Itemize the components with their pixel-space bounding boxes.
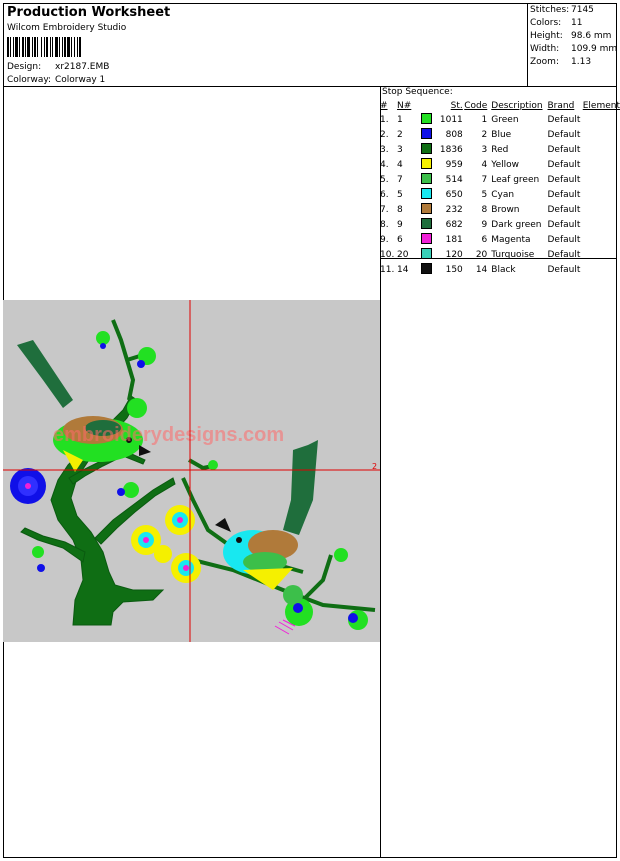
colorway-value: Colorway 1	[55, 75, 106, 85]
col-header-description: Description	[491, 101, 543, 111]
row-color-swatch	[421, 188, 433, 203]
row-needle: 14	[397, 265, 409, 275]
barcode-bar	[7, 37, 9, 57]
stats-divider	[527, 3, 528, 86]
stop-sequence-row	[380, 128, 620, 143]
row-element	[583, 248, 620, 263]
row-description: Magenta	[491, 235, 531, 245]
header-divider	[3, 86, 617, 87]
height-value: 98.6 mm	[571, 31, 612, 41]
row-code: 5	[481, 190, 488, 200]
row-color-swatch	[421, 173, 433, 188]
row-element	[583, 173, 620, 188]
color-swatch	[421, 233, 432, 244]
col-header-element: Element	[582, 101, 620, 111]
row-stitch-count: 514	[445, 175, 463, 185]
barcode-bar	[77, 37, 78, 57]
stop-sequence-table	[380, 100, 620, 278]
zoom-value: 1.13	[571, 57, 592, 67]
barcode-bar	[25, 37, 26, 57]
row-element	[583, 158, 620, 173]
row-color-swatch	[421, 218, 433, 233]
barcode-bar	[55, 37, 58, 57]
row-stitch-count: 808	[445, 130, 463, 140]
stop-sequence-row	[380, 218, 620, 233]
col-header-stitches: St.	[450, 101, 463, 111]
row-element	[583, 233, 620, 248]
row-needle: 2	[397, 130, 403, 140]
row-element	[583, 218, 620, 233]
barcode-bar	[37, 37, 38, 57]
row-brand: Default	[547, 115, 581, 125]
row-code: 1	[481, 115, 488, 125]
watermark-text: embroiderydesigns.com	[53, 424, 285, 446]
row-index: 10.	[380, 250, 395, 260]
row-description: Leaf green	[491, 175, 540, 185]
row-brand: Default	[547, 250, 581, 260]
row-color-swatch	[421, 113, 433, 128]
col-header-needle: N#	[397, 101, 412, 111]
row-code: 4	[481, 160, 488, 170]
stop-sequence-title: Stop Sequence:	[382, 87, 453, 97]
row-brand: Default	[547, 220, 581, 230]
row-color-swatch	[421, 143, 433, 158]
row-brand: Default	[547, 205, 581, 215]
row-description: Green	[491, 115, 519, 125]
stop-sequence-row	[380, 158, 620, 173]
barcode-bar	[15, 37, 18, 57]
col-header-index: #	[380, 101, 388, 111]
row-needle: 5	[397, 190, 403, 200]
row-stitch-count: 232	[445, 205, 463, 215]
barcode-bar	[34, 37, 36, 57]
stitches-label: Stitches:	[530, 5, 570, 15]
colors-label: Colors:	[530, 18, 562, 28]
barcode-bar	[64, 37, 66, 57]
barcode-bar	[46, 37, 48, 57]
barcode-bar	[44, 37, 45, 57]
row-color-swatch	[421, 158, 433, 173]
row-stitch-count: 650	[445, 190, 463, 200]
row-element	[583, 128, 620, 143]
row-index: 7.	[380, 205, 389, 215]
barcode-bar	[27, 37, 30, 57]
row-color-swatch	[421, 248, 433, 263]
height-label: Height:	[530, 31, 563, 41]
colorway-label: Colorway:	[7, 75, 52, 85]
barcode-bar	[62, 37, 63, 57]
row-color-swatch	[421, 203, 433, 218]
design-label: Design:	[7, 62, 42, 72]
row-needle: 20	[397, 250, 409, 260]
row-stitch-count: 120	[445, 250, 463, 260]
row-code: 20	[475, 250, 488, 260]
row-description: Red	[491, 145, 509, 155]
row-index: 5.	[380, 175, 389, 185]
barcode-bar	[13, 37, 14, 57]
row-description: Cyan	[491, 190, 515, 200]
stop-sequence-row	[380, 248, 620, 263]
barcode-bar	[79, 37, 81, 57]
barcode-bar	[71, 37, 72, 57]
row-brand: Default	[547, 145, 581, 155]
software-name: Wilcom Embroidery Studio	[7, 23, 127, 33]
row-needle: 8	[397, 205, 403, 215]
row-code: 9	[481, 220, 488, 230]
row-stitch-count: 1836	[439, 145, 463, 155]
row-brand: Default	[547, 265, 581, 275]
stop-sequence-row	[380, 113, 620, 128]
width-label: Width:	[530, 44, 560, 54]
colors-value: 11	[571, 18, 583, 28]
barcode-bar	[67, 37, 70, 57]
color-swatch	[421, 113, 432, 124]
stop-sequence-row	[380, 173, 620, 188]
barcode	[7, 37, 132, 57]
row-brand: Default	[547, 190, 581, 200]
width-value: 109.9 mm	[571, 44, 618, 54]
row-description: Dark green	[491, 220, 542, 230]
row-needle: 4	[397, 160, 403, 170]
barcode-bar	[41, 37, 42, 57]
row-index: 11.	[380, 265, 395, 275]
row-brand: Default	[547, 235, 581, 245]
row-description: Blue	[491, 130, 512, 140]
color-swatch	[421, 158, 432, 169]
row-code: 7	[481, 175, 488, 185]
color-swatch	[421, 248, 432, 259]
row-code: 8	[481, 205, 488, 215]
barcode-bar	[74, 37, 75, 57]
design-preview	[3, 300, 380, 642]
row-index: 6.	[380, 190, 389, 200]
stop-sequence-row	[380, 233, 620, 248]
stop-sequence-row	[380, 143, 620, 158]
row-stitch-count: 682	[445, 220, 463, 230]
color-swatch	[421, 263, 432, 274]
barcode-bar	[22, 37, 24, 57]
row-element	[583, 188, 620, 203]
color-swatch	[421, 188, 432, 199]
row-stitch-count: 959	[445, 160, 463, 170]
row-code: 6	[481, 235, 488, 245]
row-description: Brown	[491, 205, 520, 215]
color-swatch	[421, 203, 432, 214]
row-element	[583, 113, 620, 128]
row-code: 3	[481, 145, 488, 155]
color-swatch	[421, 143, 432, 154]
row-element	[583, 203, 620, 218]
row-brand: Default	[547, 175, 581, 185]
color-swatch	[421, 218, 432, 229]
row-needle: 7	[397, 175, 403, 185]
barcode-bar	[50, 37, 51, 57]
color-swatch	[421, 173, 432, 184]
row-index: 3.	[380, 145, 389, 155]
row-code: 2	[481, 130, 488, 140]
barcode-bar	[19, 37, 20, 57]
barcode-bar	[59, 37, 60, 57]
zoom-label: Zoom:	[530, 57, 559, 67]
row-brand: Default	[547, 160, 581, 170]
row-stitch-count: 181	[445, 235, 463, 245]
row-brand: Default	[547, 130, 581, 140]
stitches-value: 7145	[571, 5, 594, 15]
row-stitch-count: 1011	[439, 115, 463, 125]
row-needle: 3	[397, 145, 403, 155]
stop-sequence-row	[380, 203, 620, 218]
row-index: 9.	[380, 235, 389, 245]
row-needle: 1	[397, 115, 403, 125]
barcode-bar	[32, 37, 33, 57]
barcode-bar	[10, 37, 11, 57]
color-swatch	[421, 128, 432, 139]
stop-sequence-row	[380, 188, 620, 203]
row-index: 1.	[380, 115, 389, 125]
row-element	[583, 143, 620, 158]
row-description: Turquoise	[491, 250, 535, 260]
row-needle: 6	[397, 235, 403, 245]
row-index: 2.	[380, 130, 389, 140]
barcode-bar	[52, 37, 53, 57]
axis-marker: 2	[372, 462, 378, 471]
stop-sequence-row	[380, 263, 620, 278]
row-element	[583, 263, 620, 278]
col-header-swatch	[421, 100, 433, 113]
design-value: xr2187.EMB	[55, 62, 110, 72]
row-index: 4.	[380, 160, 389, 170]
row-color-swatch	[421, 233, 433, 248]
col-header-code: Code	[464, 101, 488, 111]
row-code: 14	[475, 265, 488, 275]
page-title: Production Worksheet	[7, 5, 171, 20]
row-color-swatch	[421, 263, 433, 278]
row-stitch-count: 150	[445, 265, 463, 275]
col-header-brand: Brand	[547, 101, 575, 111]
preview-background	[3, 300, 380, 642]
row-index: 8.	[380, 220, 389, 230]
row-color-swatch	[421, 128, 433, 143]
stop-sequence-header	[380, 100, 620, 113]
row-needle: 9	[397, 220, 403, 230]
row-description: Black	[491, 265, 516, 275]
row-description: Yellow	[491, 160, 519, 170]
